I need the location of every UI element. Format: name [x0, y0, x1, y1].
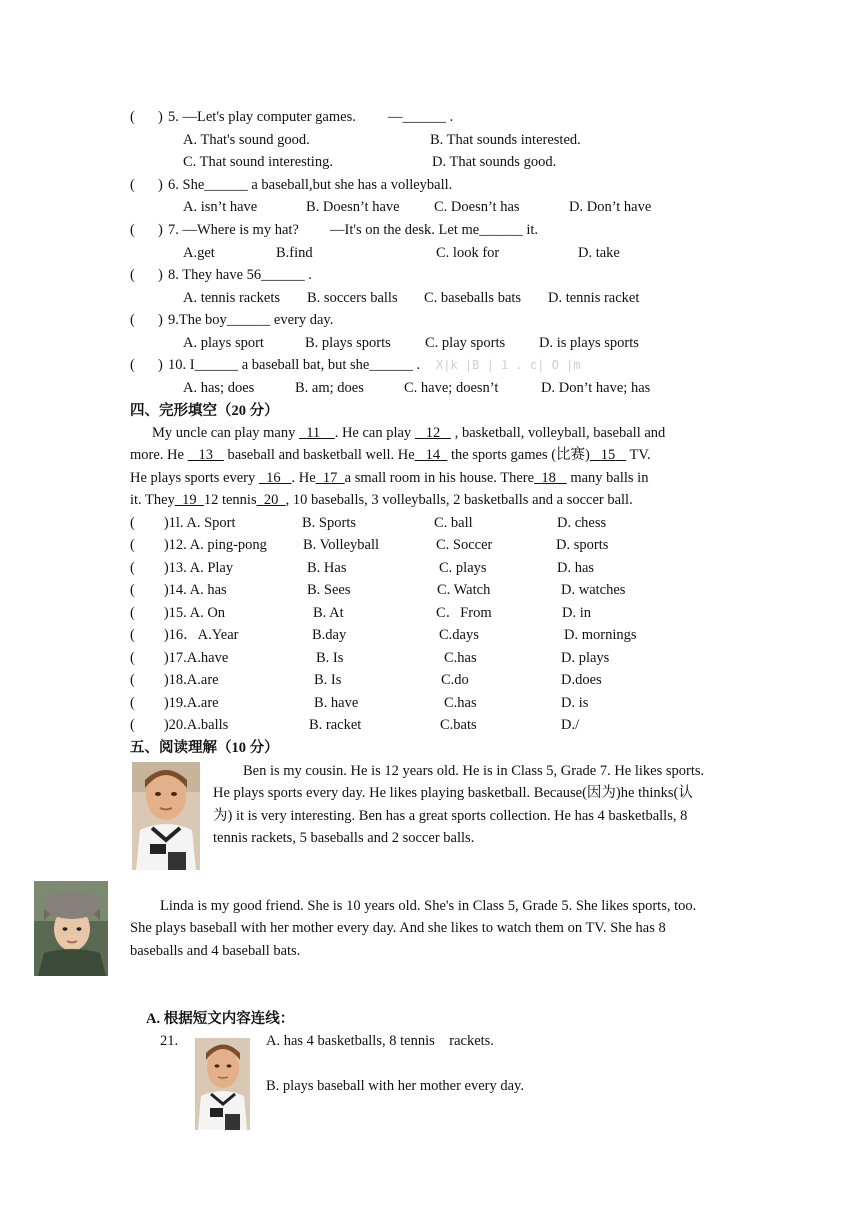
q6-option-a: A. isn’t have — [183, 199, 258, 215]
option-c: C. Soccer — [436, 537, 493, 553]
q7-paren: ( — [130, 222, 135, 238]
option-d: D.does — [561, 672, 602, 688]
q6-paren: ( — [130, 177, 135, 193]
blank-19: 19 — [182, 492, 197, 508]
q5-option-d: D. That sounds good. — [432, 154, 557, 170]
option-d: D. sports — [556, 537, 609, 553]
option-b: B. Sports — [302, 515, 356, 531]
q7-paren-close: ) — [158, 222, 163, 238]
blank-13: 13 — [198, 447, 213, 463]
q6-stem: 6. She______ a baseball,but she has a volleyball. — [168, 177, 453, 193]
option-c: C.do — [441, 672, 469, 688]
option-row-13: ( )13. A. Play — [130, 560, 234, 576]
q10-paren-close: ) — [158, 357, 163, 373]
q9-option-c: C. play sports — [425, 335, 506, 351]
q9-option-b: B. plays sports — [305, 335, 391, 351]
blank-16: 16 — [266, 470, 281, 486]
linda-line-3: baseballs and 4 baseball bats. — [130, 943, 301, 959]
option-d: D. mornings — [564, 627, 637, 643]
blank-18: 18 — [541, 470, 556, 486]
option-c: C. ball — [434, 515, 473, 531]
linda-line-2: She plays baseball with her mother every day. And she likes to watch them on TV. She has 8 — [130, 920, 666, 936]
option-row-17: ( )17.A.have — [130, 650, 229, 666]
blank-11: 11 — [306, 425, 321, 441]
question-21-number: 21. — [160, 1033, 179, 1049]
q9-option-a: A. plays sport — [183, 335, 264, 351]
option-b: B. racket — [309, 717, 362, 733]
option-row-16: ( )16．A.Year — [130, 627, 239, 643]
section5-title: 五、阅读理解（10 分） — [130, 740, 279, 756]
option-c: C.days — [439, 627, 479, 643]
q10-paren: ( — [130, 357, 135, 373]
q7-option-c: C. look for — [436, 245, 500, 261]
q5-option-c: C. That sound interesting. — [183, 154, 333, 170]
option-b: B. Sees — [307, 582, 351, 598]
q7-reply: —It's on the desk. Let me______ it. — [330, 222, 538, 238]
option-c: C.bats — [440, 717, 477, 733]
q6-option-b: B. Doesn’t have — [306, 199, 400, 215]
part-a-title: A. 根据短文内容连线： — [146, 1011, 295, 1027]
q8-option-c: C. baseballs bats — [424, 290, 522, 306]
cloze-line-2: more. He 13 baseball and basketball well. He 14 the sports games (比赛) 15 TV. — [130, 447, 651, 463]
q8-option-d: D. tennis racket — [548, 290, 640, 306]
option-d: D. watches — [561, 582, 626, 598]
q10-option-c: C. have; doesn’t — [404, 380, 499, 396]
match-option-b: B. plays baseball with her mother every day. — [266, 1078, 524, 1094]
ben-photo — [132, 762, 200, 870]
q5-paren-close: ) — [158, 109, 163, 125]
option-b: B. Is — [314, 672, 342, 688]
q10-option-d: D. Don’t have; has — [541, 380, 651, 396]
option-d: D. is — [561, 695, 589, 711]
option-c: C．From — [436, 605, 492, 621]
option-b: B. Is — [316, 650, 344, 666]
q7-stem: 7. —Where is my hat? — [168, 222, 299, 238]
q5-option-b: B. That sounds interested. — [430, 132, 581, 148]
q6-option-c: C. Doesn’t has — [434, 199, 520, 215]
blank-20: 20 — [263, 492, 279, 508]
option-b: B. Volleyball — [303, 537, 379, 553]
match-option-a: A. has 4 basketballs, 8 tennis rackets. — [266, 1033, 494, 1049]
q9-paren: ( — [130, 312, 135, 328]
option-c: C.has — [444, 650, 477, 666]
blank-12: 12 — [425, 425, 441, 441]
option-row-11: ( )1l. A. Sport — [130, 515, 236, 531]
q8-paren-close: ) — [158, 267, 163, 283]
ben-photo-small — [195, 1038, 250, 1130]
q5-stem: 5. —Let's play computer games. — [168, 109, 356, 125]
option-row-20: ( )20.A.balls — [130, 717, 229, 733]
q10-stem: 10. I______ a baseball bat, but she______ . — [168, 357, 421, 373]
option-row-19: ( )19.A.are — [130, 695, 219, 711]
option-d: D. chess — [557, 515, 607, 531]
option-d: D. has — [557, 560, 595, 576]
option-d: D./ — [561, 717, 580, 733]
option-c: C. plays — [439, 560, 487, 576]
cloze-line-3: He plays sports every 16 . He 17 a small room in his house. There 18 many balls in — [130, 470, 649, 486]
option-d: D. in — [562, 605, 591, 621]
section4-title: 四、完形填空（20 分） — [130, 403, 279, 419]
linda-line-1: Linda is my good friend. She is 10 years old. She's in Class 5, Grade 5. She likes sports, too. — [160, 898, 697, 914]
q7-option-d: D. take — [578, 245, 620, 261]
q7-option-b: B.find — [276, 245, 313, 261]
option-row-18: ( )18.A.are — [130, 672, 219, 688]
q8-paren: ( — [130, 267, 135, 283]
option-row-14: ( )14. A. has — [130, 582, 227, 598]
option-c: C.has — [444, 695, 477, 711]
ben-line-2: He plays sports every day. He likes playing basketball. Because(因为)he thinks(认 — [213, 785, 693, 801]
option-row-12: ( )12. A. ping-pong — [130, 537, 267, 553]
q5-reply: —______ . — [388, 109, 454, 125]
option-b: B. At — [313, 605, 344, 621]
q10-option-b: B. am; does — [295, 380, 364, 396]
q8-stem: 8. They have 56______ . — [168, 267, 312, 283]
option-b: B. Has — [307, 560, 347, 576]
linda-photo — [34, 881, 108, 976]
q5-option-a: A. That's sound good. — [183, 132, 310, 148]
ben-line-1: Ben is my cousin. He is 12 years old. He is in Class 5, Grade 7. He likes sports. — [243, 763, 705, 779]
watermark-text: X|k |B | 1 . c| O |m — [436, 358, 581, 372]
blank-17: 17 — [322, 470, 338, 486]
option-d: D. plays — [561, 650, 610, 666]
option-b: B. have — [314, 695, 359, 711]
blank-15: 15 — [600, 447, 616, 463]
option-b: B.day — [312, 627, 347, 643]
q9-stem: 9.The boy______ every day. — [168, 312, 334, 328]
ben-line-3: 为) it is very interesting. Ben has a great sports collection. He has 4 basketballs, 8 — [213, 808, 688, 824]
option-row-15: ( )15. A. On — [130, 605, 226, 621]
cloze-line-4: it. They 19 12 tennis 20 , 10 baseballs, 3 volleyballs, 2 basketballs and a soccer ball. — [130, 492, 633, 508]
q8-option-b: B. soccers balls — [307, 290, 398, 306]
q7-option-a: A.get — [183, 245, 215, 261]
q9-paren-close: ) — [158, 312, 163, 328]
ben-line-4: tennis rackets, 5 baseballs and 2 soccer balls. — [213, 830, 475, 846]
option-c: C. Watch — [437, 582, 491, 598]
cloze-line-1: My uncle can play many 11 . He can play 12 , basketball, volleyball, baseball and — [152, 425, 666, 441]
q6-option-d: D. Don’t have — [569, 199, 652, 215]
q8-option-a: A. tennis rackets — [183, 290, 281, 306]
blank-14: 14 — [425, 447, 441, 463]
q10-option-a: A. has; does — [183, 380, 255, 396]
q5-paren: ( — [130, 109, 135, 125]
q9-option-d: D. is plays sports — [539, 335, 639, 351]
q6-paren-close: ) — [158, 177, 163, 193]
